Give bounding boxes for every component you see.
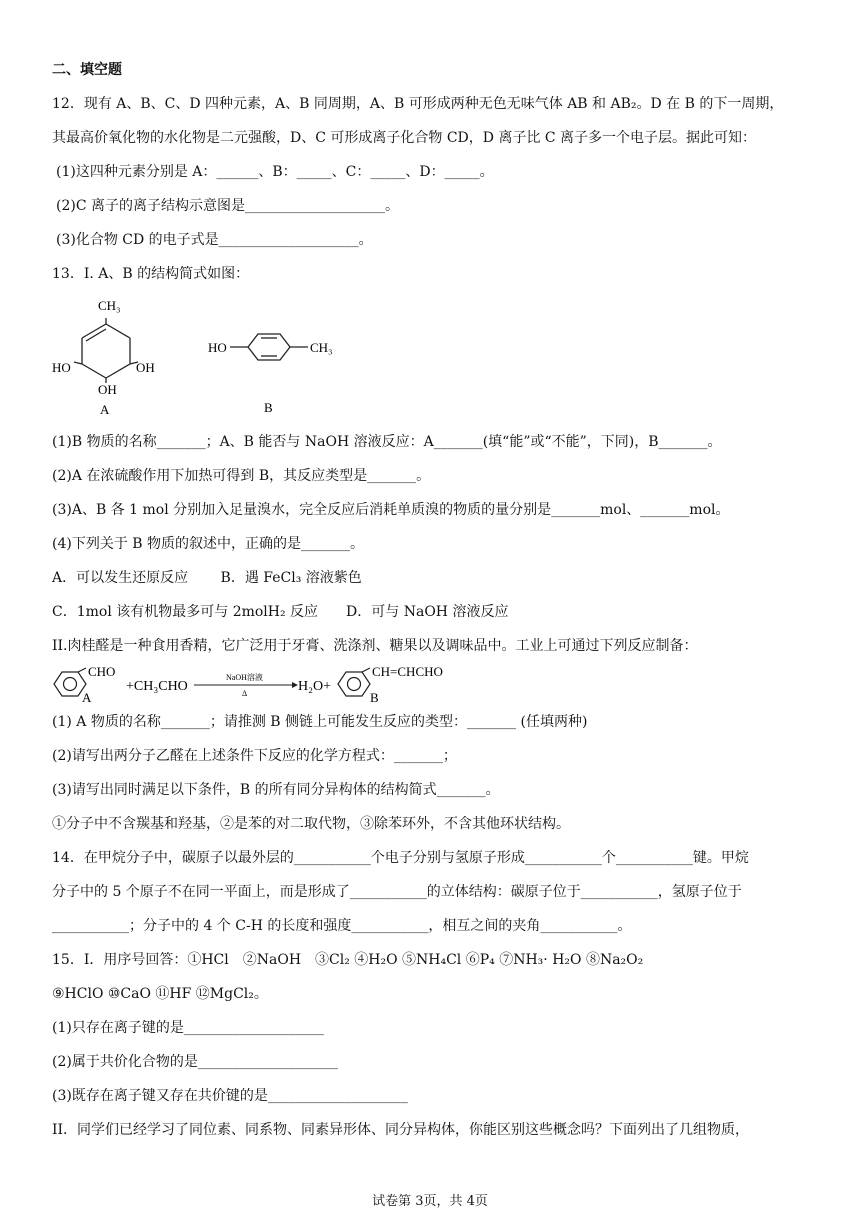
cinnamaldehyde-side-chain: CH=CHCHO [372, 664, 443, 679]
q13-part-4: (4)下列关于 B 物质的叙述中，正确的是_______。 [52, 536, 365, 552]
structure-a-ho: HO [52, 360, 71, 375]
q15-part-ii-intro: II．同学们已经学习了同位素、同系物、同素异形体、同分异构体，你能区别这些概念吗？下面列出了几组物质， [52, 1122, 750, 1138]
q13-part-1: (1)B 物质的名称_______；A、B 能否与 NaOH 溶液反应：A_______(填“能”或“不能”，下同)，B_______。 [52, 434, 722, 450]
cinnamaldehyde-ring [338, 668, 370, 696]
q12-stem-line-1: 12．现有 A、B、C、D 四种元素，A、B 同周期，A、B 可形成两种无色无味气体 AB 和 AB₂。D 在 B 的下一周期， [52, 96, 784, 112]
q15-line-1: 15．I．用序号回答：①HCl ②NaOH ③Cl₂ ④H₂O ⑤NH₄Cl ⑥P₄ ⑦NH₃· H₂O ⑧Na₂O₂ [52, 952, 644, 968]
structure-a-label: A [100, 402, 110, 417]
reactant-a-label: A [82, 690, 92, 705]
q13-ii-part-1: (1) A 物质的名称_______；请推测 B 侧链上可能发生反应的类型：_______ (任填两种) [52, 714, 588, 730]
q15-part-1: (1)只存在离子键的是____________________ [52, 1020, 324, 1036]
q13-ii-part-2: (2)请写出两分子乙醛在上述条件下反应的化学方程式：_______； [52, 748, 457, 764]
reaction-scheme-figure [48, 662, 468, 706]
structure-a-oh-bottom: OH [98, 382, 117, 397]
structure-a-ring [74, 318, 138, 383]
q15-part-2: (2)属于共价化合物的是____________________ [52, 1054, 338, 1070]
q13-options-ab: A．可以发生还原反应 B．遇 FeCl₃ 溶液紫色 [52, 570, 362, 586]
structure-b-label: B [264, 400, 273, 415]
product-water: H₂O+ [298, 679, 331, 694]
q13-part-ii-intro: II.肉桂醛是一种食用香精，它广泛用于牙膏、洗涤剂、糖果以及调味品中。工业上可通过下列反应制备： [52, 638, 698, 654]
q12-part-2: (2)C 离子的离子结构示意图是____________________。 [56, 198, 399, 214]
structure-a-ch3: CH₃ [98, 298, 121, 313]
arrow-condition-top: NaOH溶液 [226, 673, 263, 682]
q12-part-1: (1)这四种元素分别是 A：______、B：_____、C：_____、D：_____。 [56, 164, 494, 180]
product-b-label: B [370, 690, 379, 705]
q13-options-cd: C．1mol 该有机物最多可与 2molH₂ 反应 D．可与 NaOH 溶液反应 [52, 604, 509, 620]
q14-line-3: ___________；分子中的 4 个 C-H 的长度和强度___________，相互之间的夹角___________。 [52, 918, 632, 934]
section-title: 二、填空题 [52, 62, 122, 78]
q14-line-2: 分子中的 5 个原子不在同一平面上，而是形成了___________的立体结构：碳原子位于___________，氢原子位于 [52, 884, 742, 900]
q15-part-3: (3)既存在离子键又存在共价键的是____________________ [52, 1088, 408, 1104]
structure-a-oh-right: OH [136, 360, 155, 375]
acetaldehyde-reagent: +CH₃CHO [126, 679, 188, 694]
q15-line-2: ⑨HClO ⑩CaO ⑪HF ⑫MgCl₂。 [52, 986, 268, 1002]
q13-part-2: (2)A 在浓硫酸作用下加热可得到 B，其反应类型是_______。 [52, 468, 431, 484]
q13-part-3: (3)A、B 各 1 mol 分别加入足量溴水，完全反应后消耗单质溴的物质的量分别是_______mol、_______mol。 [52, 502, 730, 518]
structure-b-ch3: CH₃ [310, 340, 333, 355]
q12-stem-line-2: 其最高价氧化物的水化物是二元强酸，D、C 可形成离子化合物 CD，D 离子比 C 离子多一个电子层。据此可知： [52, 130, 757, 146]
q13-ii-conditions: ①分子中不含羰基和羟基，②是苯的对二取代物，③除苯环外，不含其他环状结构。 [52, 816, 570, 832]
structure-b-ho: HO [208, 340, 227, 355]
benzaldehyde-cho: CHO [88, 664, 116, 679]
q13-ii-part-3: (3)请写出同时满足以下条件，B 的所有同分异构体的结构简式_______。 [52, 782, 500, 798]
page-footer: 试卷第 3页，共 4页 [372, 1194, 488, 1209]
q12-part-3: (3)化合物 CD 的电子式是____________________。 [56, 232, 373, 248]
arrow-condition-bottom: Δ [242, 689, 248, 698]
structure-b-ring [230, 334, 308, 360]
q13-stem: 13．I. A、B 的结构简式如图： [52, 266, 250, 282]
q13-structure-figure [48, 292, 368, 422]
q14-line-1: 14．在甲烷分子中，碳原子以最外层的___________个电子分别与氢原子形成___________个___________键。甲烷 [52, 850, 749, 866]
